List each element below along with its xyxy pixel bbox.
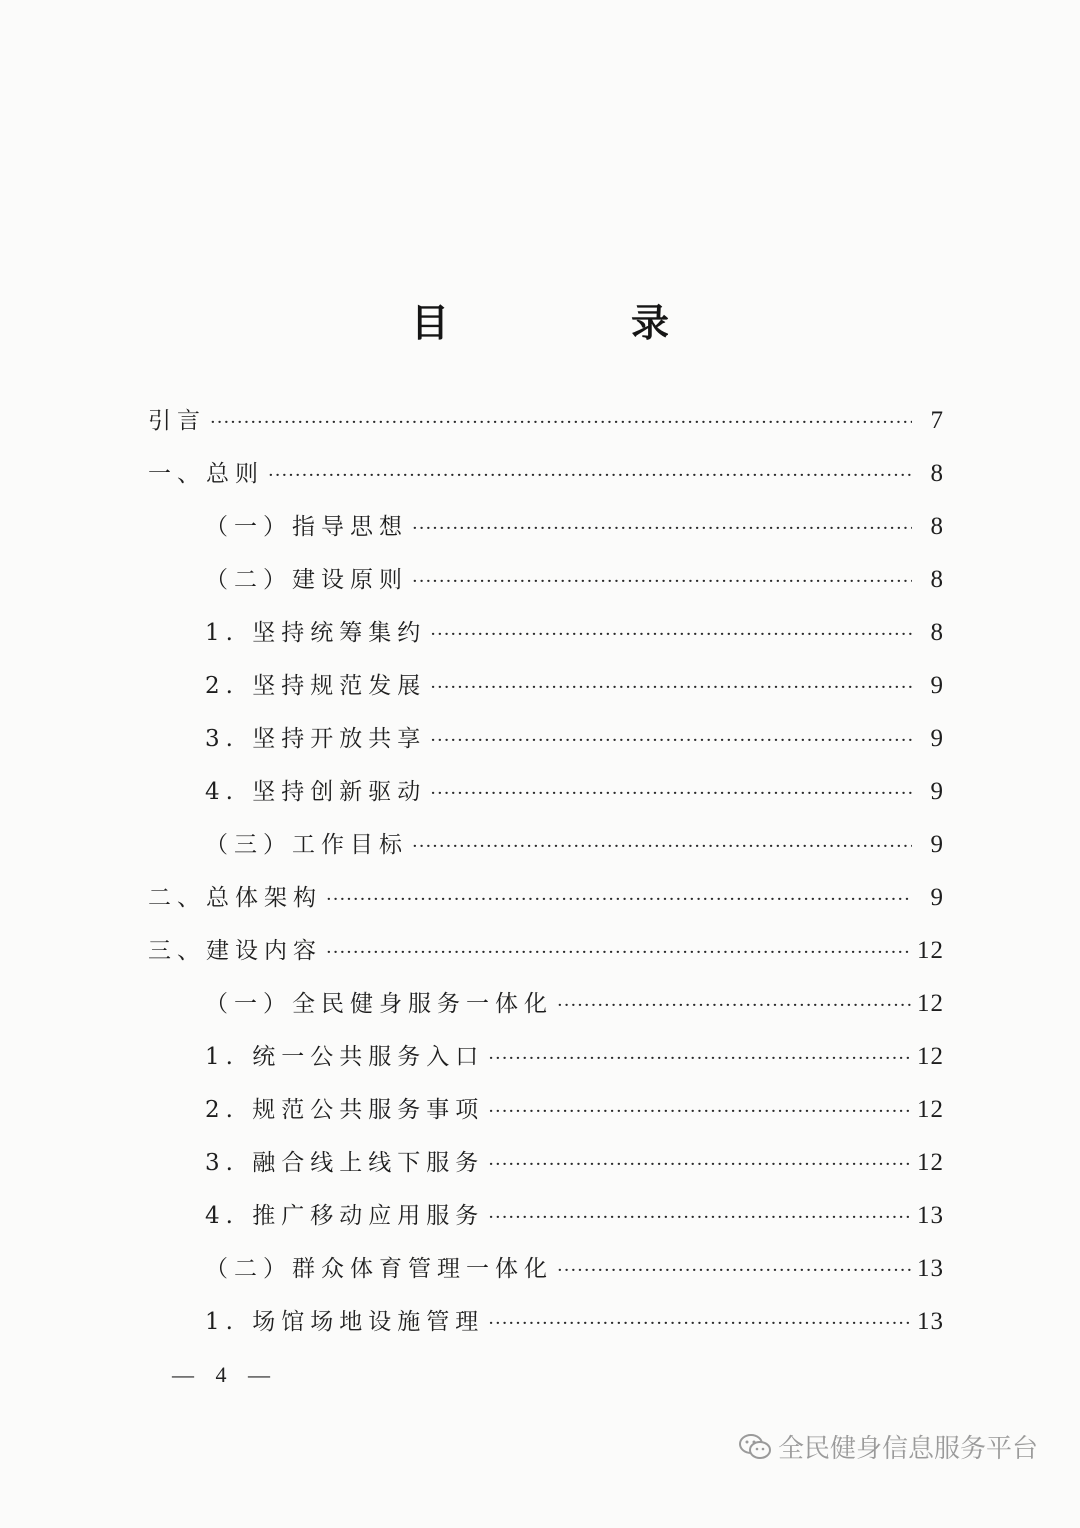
toc-entry[interactable] <box>148 985 944 1038</box>
toc-entry-label: （三）工作目标 <box>205 832 408 858</box>
toc-entry-label: （二）建设原则 <box>205 567 408 593</box>
toc-entry[interactable] <box>148 1091 944 1144</box>
toc-leader-dots <box>430 783 912 804</box>
toc-entry-page: 12 <box>917 1043 944 1070</box>
toc-entry[interactable] <box>148 1303 944 1356</box>
toc-entry[interactable] <box>148 508 944 561</box>
toc-entry-label: （一）指导思想 <box>205 514 408 540</box>
toc-leader-dots <box>488 1313 911 1334</box>
toc-entry-page: 13 <box>917 1202 944 1229</box>
toc-entry-label: 1. 场馆场地设施管理 <box>205 1309 485 1335</box>
watermark-text: 全民健身信息服务平台 <box>778 1434 1039 1464</box>
toc-entry-label: 4. 推广移动应用服务 <box>205 1203 485 1229</box>
toc-entry-label: 1. 统一公共服务入口 <box>205 1044 485 1070</box>
toc-leader-dots <box>268 465 912 486</box>
toc-entry-page: 12 <box>917 990 944 1017</box>
toc-leader-dots <box>557 995 911 1016</box>
toc-entry-label: （一）全民健身服务一体化 <box>205 991 553 1017</box>
watermark <box>738 1428 1038 1465</box>
toc-entry[interactable] <box>148 1038 944 1091</box>
toc-leader-dots <box>557 1260 911 1281</box>
toc-entry-label: （二）群众体育管理一体化 <box>205 1256 553 1282</box>
toc-leader-dots <box>326 942 911 963</box>
toc-entry-page: 13 <box>917 1255 944 1282</box>
toc-entry[interactable] <box>148 455 944 508</box>
toc-entry[interactable] <box>148 1250 944 1303</box>
toc-entry[interactable] <box>148 932 944 985</box>
table-of-contents <box>148 402 944 1356</box>
toc-entry-page: 12 <box>917 937 944 964</box>
toc-entry[interactable] <box>148 826 944 879</box>
toc-entry-label: 一、总则 <box>148 461 264 487</box>
toc-entry-label: 2. 坚持规范发展 <box>205 673 427 699</box>
toc-entry-label: 三、建设内容 <box>148 938 322 964</box>
toc-entry-label: 3. 坚持开放共享 <box>205 726 427 752</box>
page-title: 目 录 <box>410 300 741 345</box>
toc-entry-label: 4. 坚持创新驱动 <box>205 779 427 805</box>
page-number: — 4 — <box>172 1362 278 1387</box>
toc-leader-dots <box>326 889 912 910</box>
toc-leader-dots <box>488 1207 911 1228</box>
toc-entry-page: 8 <box>930 619 944 646</box>
toc-leader-dots <box>430 730 912 751</box>
toc-leader-dots <box>430 624 912 645</box>
toc-entry-page: 9 <box>930 884 944 911</box>
toc-entry-page: 9 <box>930 672 944 699</box>
toc-leader-dots <box>412 571 912 592</box>
toc-entry-label: 1. 坚持统筹集约 <box>205 620 427 646</box>
toc-entry-label: 2. 规范公共服务事项 <box>205 1097 485 1123</box>
toc-entry[interactable] <box>148 1144 944 1197</box>
toc-leader-dots <box>210 412 912 433</box>
toc-entry[interactable] <box>148 1197 944 1250</box>
toc-entry-page: 13 <box>917 1308 944 1335</box>
toc-entry-label: 3. 融合线上线下服务 <box>205 1150 485 1176</box>
toc-entry[interactable] <box>148 667 944 720</box>
toc-entry[interactable] <box>148 402 944 455</box>
toc-entry-page: 9 <box>930 725 944 752</box>
toc-entry-page: 12 <box>917 1149 944 1176</box>
toc-entry-page: 8 <box>930 566 944 593</box>
toc-entry-page: 8 <box>930 513 944 540</box>
toc-leader-dots <box>412 836 912 857</box>
toc-entry[interactable] <box>148 614 944 667</box>
toc-entry-page: 9 <box>930 831 944 858</box>
toc-entry[interactable] <box>148 879 944 932</box>
toc-leader-dots <box>488 1154 911 1175</box>
toc-leader-dots <box>488 1048 911 1069</box>
toc-entry-page: 9 <box>930 778 944 805</box>
toc-leader-dots <box>430 677 912 698</box>
toc-entry[interactable] <box>148 720 944 773</box>
toc-entry-label: 二、总体架构 <box>148 885 322 911</box>
toc-entry-page: 7 <box>930 407 944 434</box>
toc-entry-page: 12 <box>917 1096 944 1123</box>
toc-leader-dots <box>488 1101 911 1122</box>
toc-entry[interactable] <box>148 561 944 614</box>
toc-entry-label: 引言 <box>148 408 206 434</box>
toc-leader-dots <box>412 518 912 539</box>
toc-entry[interactable] <box>148 773 944 826</box>
wechat-icon <box>738 1432 772 1462</box>
toc-entry-page: 8 <box>930 460 944 487</box>
